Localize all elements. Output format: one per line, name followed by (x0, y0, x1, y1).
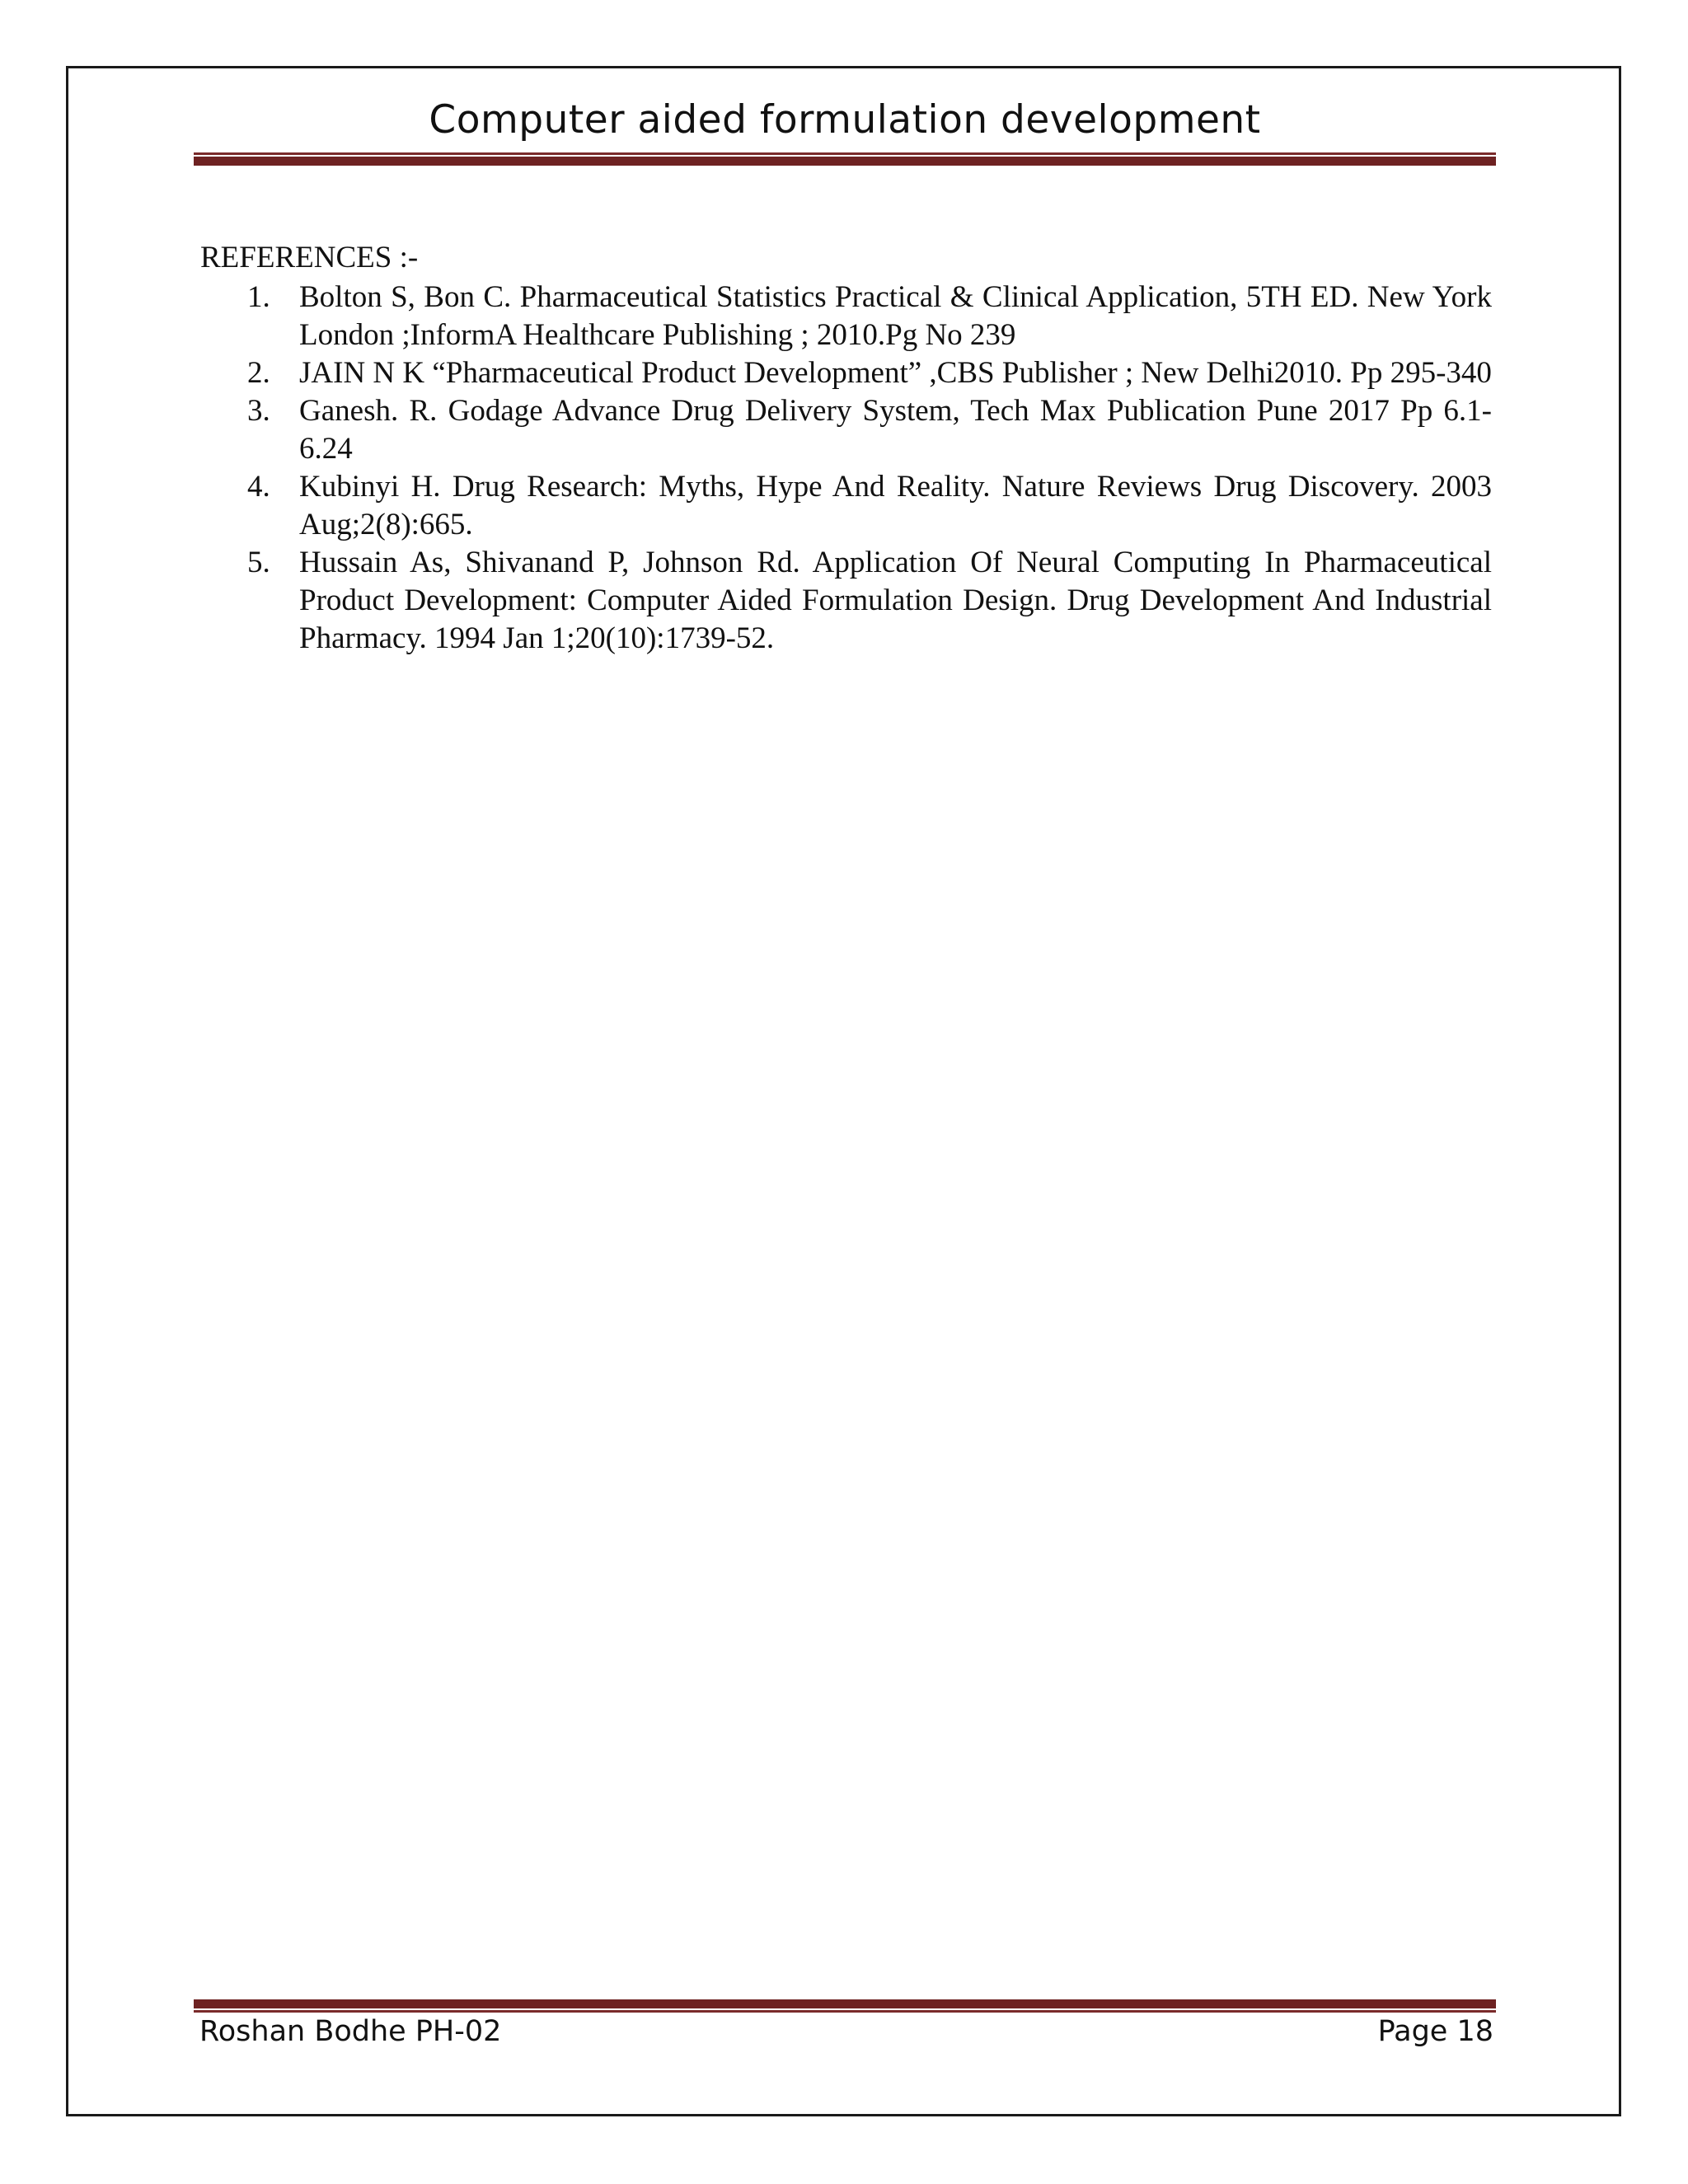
reference-item (200, 279, 1492, 354)
reference-item (200, 544, 1492, 658)
page-header-title: Computer aided formulation development (429, 97, 1261, 143)
reference-item (200, 468, 1492, 544)
footer-author: Roshan Bodhe PH-02 (199, 2015, 502, 2048)
reference-number: 2. (247, 356, 270, 390)
reference-text: Hussain As, Shivanand P, Johnson Rd. Application Of Neural Computing In Pharmaceutical Product Development: Computer Aided Formulation Design. Drug Development And Industrial Pharmacy. 1994 Jan 1;20(10):1739-52. (299, 546, 1492, 655)
footer-page-number: Page 18 (1377, 2015, 1493, 2048)
reference-text: Ganesh. R. Godage Advance Drug Delivery System, Tech Max Publication Pune 2017 Pp 6.1-6.24 (299, 394, 1492, 466)
reference-item (200, 354, 1492, 392)
reference-text: Bolton S, Bon C. Pharmaceutical Statistics Practical & Clinical Application, 5TH ED. New York London ;InformA Healthcare Publishing ; 2010.Pg No 239 (299, 280, 1492, 352)
header-rule-thin (194, 152, 1496, 155)
footer-rule-thick (194, 1999, 1496, 2008)
reference-text: Kubinyi H. Drug Research: Myths, Hype And Reality. Nature Reviews Drug Discovery. 2003 Aug;2(8):665. (299, 470, 1492, 541)
reference-number: 4. (247, 470, 270, 504)
header-rule-thick (194, 157, 1496, 166)
references-heading: REFERENCES :- (200, 241, 419, 274)
reference-text: JAIN N K “Pharmaceutical Product Development” ,CBS Publisher ; New Delhi2010. Pp 295-340 (299, 356, 1492, 390)
reference-number: 3. (247, 394, 270, 428)
reference-number: 1. (247, 280, 270, 314)
reference-list (200, 279, 1492, 658)
references-section (200, 239, 1492, 658)
reference-item (200, 392, 1492, 468)
reference-number: 5. (247, 546, 270, 579)
footer-rule-thin (194, 2010, 1496, 2013)
